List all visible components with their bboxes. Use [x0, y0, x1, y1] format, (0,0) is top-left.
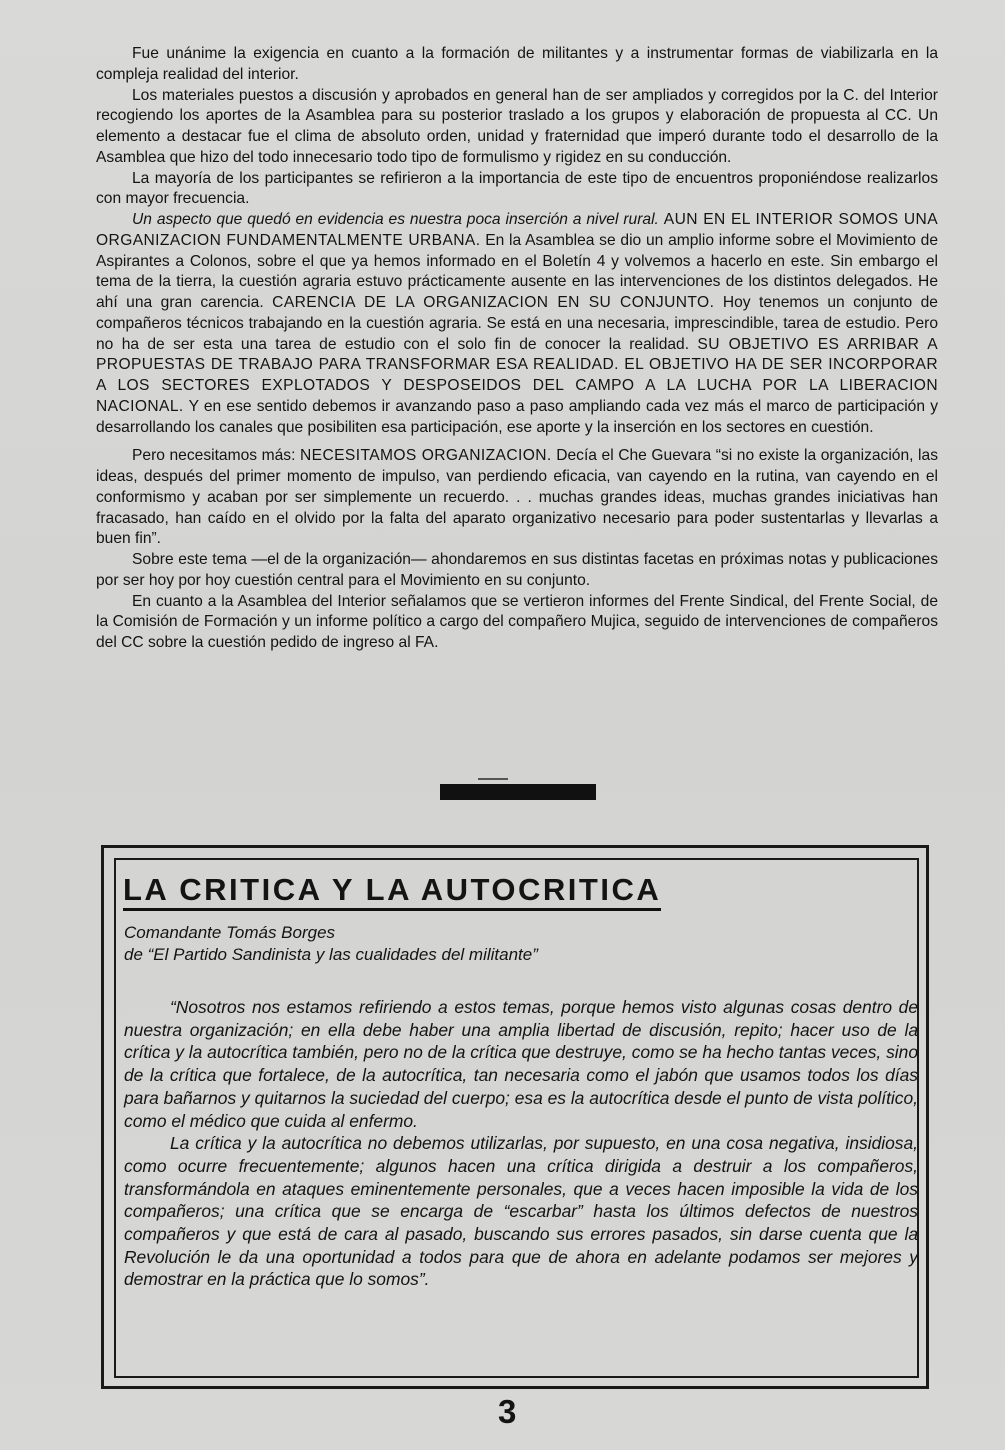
quote-text [124, 996, 918, 1291]
author-name: Comandante Tomás Borges [124, 923, 336, 942]
quote-paragraph: La crítica y la autocrítica no debemos utilizarlas, por supuesto, en una cosa negativa, insidiosa, como ocurre frecuentemente; algunos hacen una crítica dirigida a destruir a los compañeros, transformándola en ataques eminentemente personales, que a veces hacen imposible la vida de los compañeros; una crítica que se encarga de “escarbar” hasta los últimos defectos de nuestros compañeros y que está de cara al pasado, buscando sus errores pasados, sin darse cuenta que la Revolución le da una oportunidad a todos para que de ahora en adelante podamos ser mejores y demostrar en la práctica que lo somos”. [124, 1133, 918, 1290]
emphasis-caps: SU OBJETIVO ES ARRIBAR A PROPUESTAS DE TRABAJO PARA TRANSFORMAR ESA REALIDAD. EL OBJETIVO HA DE SER INCORPORAR A LOS SECTORES EXPLOTADOS Y DESPOSEIDOS DEL CAMPO A LA LUCHA POR LA LIBERACION NACIONAL. [96, 335, 938, 415]
paragraph: Los materiales puestos a discusión y aprobados en general han de ser ampliados y corregidos por la C. del Interior recogiendo los aportes de la Asamblea para su posterior traslado a los grupos y elaboración de propuesta al CC. Un elemento a destacar fue el clima de absoluto orden, unidad y fraternidad que imperó durante todo el desarrollo de la Asamblea que hizo del todo innecesario todo tipo de formulismo y rigidez en su conducción. [96, 86, 938, 166]
section-divider [440, 784, 596, 800]
rural-text: Hoy tenemos un conjunto de compañeros técnicos trabajando en la cuestión agraria. Se está en una necesaria, imprescindible, tarea de estudio. Pero no ha de ser esta una tarea de estudio con el solo fin de conocer la realidad. [96, 294, 938, 353]
box-title: LA CRITICA Y LA AUTOCRITICA [123, 872, 661, 911]
emphasis-caps: NECESITAMOS ORGANIZACION. [299, 447, 552, 465]
paragraph: Fue unánime la exigencia en cuanto a la formación de militantes y a instrumentar formas de viabilizarla en la compleja realidad del interior. [96, 45, 938, 83]
source-title: de “El Partido Sandinista y las cualidades del militante” [124, 945, 538, 964]
article-body [96, 44, 938, 654]
org-text: Pero necesitamos más: [132, 447, 296, 465]
paragraph: La mayoría de los participantes se refirieron a la importancia de este tipo de encuentros proponiéndose realizarlos con mayor frecuencia. [96, 169, 938, 208]
paragraph: Sobre este tema —el de la organización— ahondaremos en sus distintas facetas en próximas notas y publicaciones por ser hoy por hoy cuestión central para el Movimiento en su conjunto. [96, 551, 938, 589]
quote-paragraph: “Nosotros nos estamos refiriendo a estos temas, porque hemos visto algunas cosas dentro de nuestra organización; en ella debe haber una amplia libertad de discusión, repito; hacer uso de la crítica y la autocrítica también, pero no de la crítica que destruye, como se ha hecho tantas veces, sino de la crítica que fortalece, de la autocrítica, tan necesaria como el jabón que usamos todos los días para bañarnos y quitarnos la suciedad del cuerpo; esa es la autocrítica desde el punto de vista político, como el médico que cuida al enfermo. [124, 997, 918, 1131]
paragraph-organizacion [96, 446, 938, 550]
quote-attribution [124, 922, 904, 966]
rural-text: En la Asamblea se dio un amplio informe sobre el Movimiento de Aspirantes a Colonos, sobre el que ya hemos informado en el Boletín 4 y volvemos a hacerlo en este. Sin embargo el tema de la tierra, la cuestión agraria estuvo prácticamente ausente en las intervenciones de los distintos delegados. He ahí una gran carencia. [96, 231, 939, 311]
org-quote: Decía el Che Guevara “si no existe la organización, las ideas, después del primer momento de impulso, van perdiendo eficacia, van cayendo en la rutina, van cayendo en el conformismo y acaban por ser simplemente un recuerdo. . . muchas grandes ideas, muchas grandes iniciativas han fracasado, han caído en el olvido por la falta del aparato organizativo necesario para poder sustentarlas y llevarlas a buen fin”. [96, 447, 938, 548]
emphasis-caps: AUN EN EL INTERIOR SOMOS UNA ORGANIZACION FUNDAMENTALMENTE URBANA. [96, 211, 939, 249]
rural-text: Y en ese sentido debemos ir avanzando paso a paso ampliando cada vez más el marco de participación y desarrollando los canales que posibiliten esa participación, ese aporte y la inserción en los sectores en cuestión. [96, 397, 938, 436]
emphasis-caps: CARENCIA DE LA ORGANIZACION EN SU CONJUNTO. [272, 294, 715, 311]
page-number: 3 [498, 1393, 517, 1430]
paragraph-rural [96, 210, 938, 438]
paragraph: En cuanto a la Asamblea del Interior señalamos que se vertieron informes del Frente Sindical, del Frente Social, de la Comisión de Formación y un informe político a cargo del compañero Mujica, seguido de intervenciones de compañeros del CC sobre la cuestión pedido de ingreso al FA. [96, 592, 938, 651]
rural-lead: Un aspecto que quedó en evidencia es nuestra poca inserción a nivel rural. [132, 211, 659, 228]
